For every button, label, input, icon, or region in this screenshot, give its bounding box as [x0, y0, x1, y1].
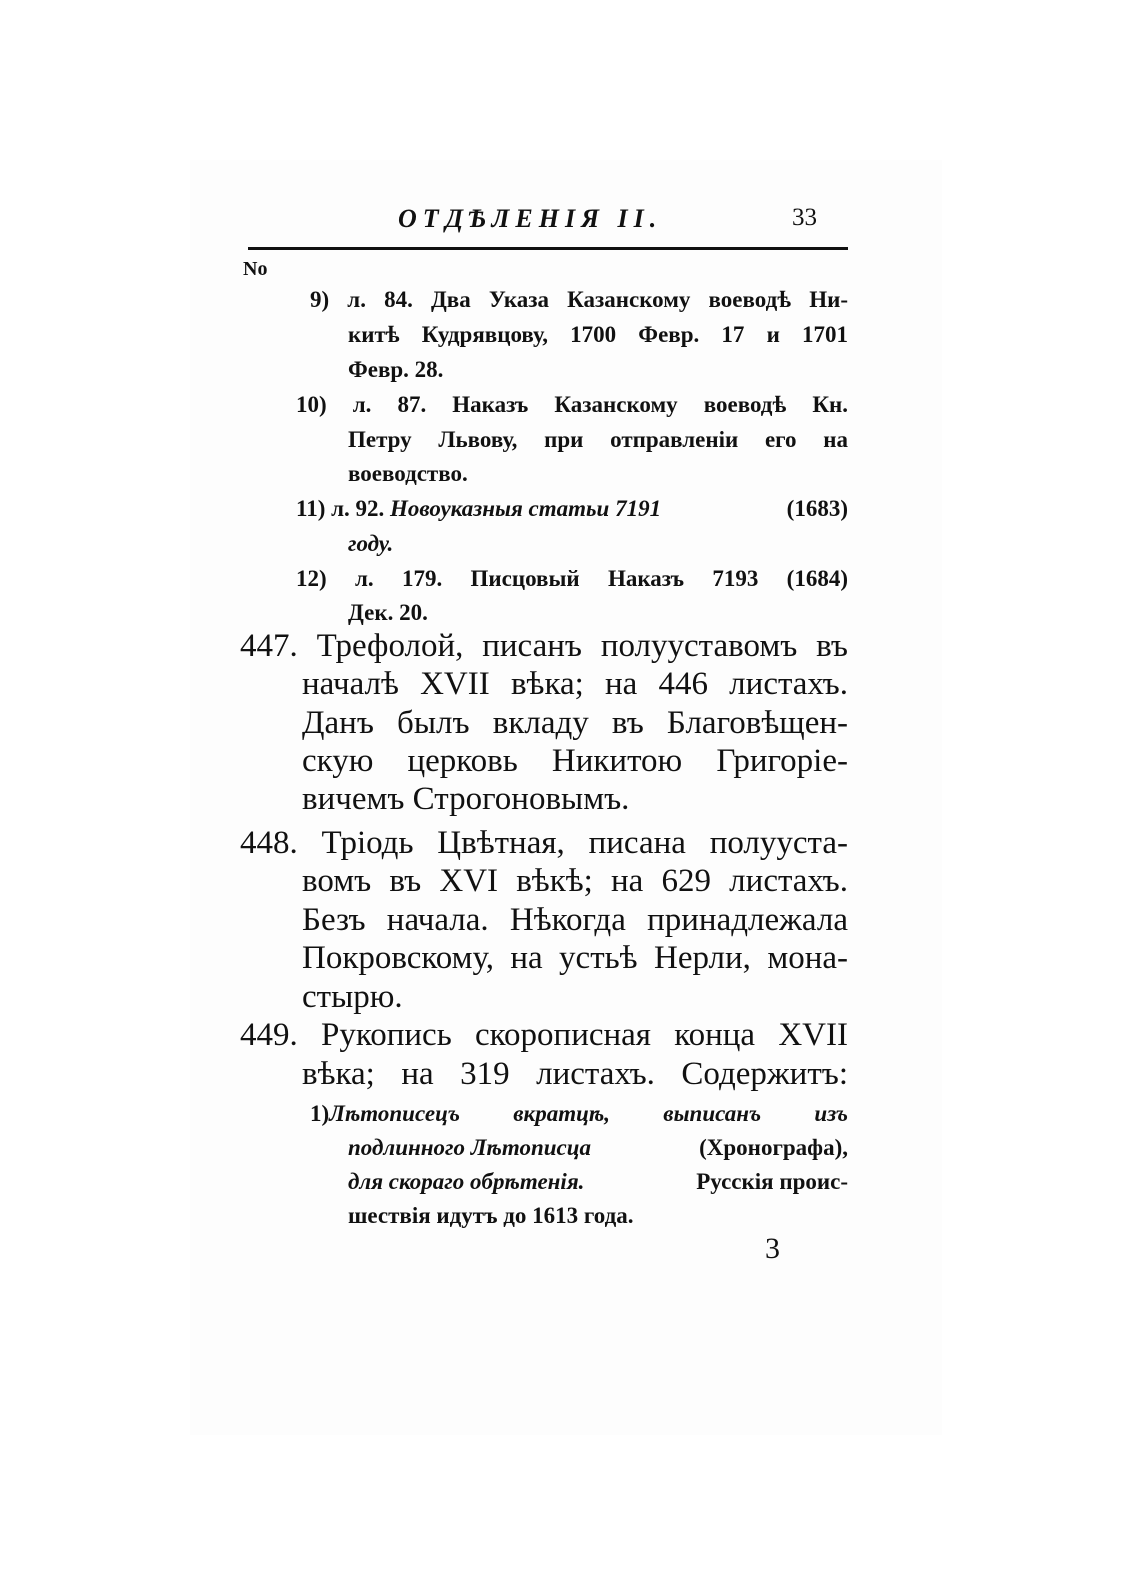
entry-447-line-1: 447. Трефолой, писанъ полууставомъ въ	[240, 628, 848, 664]
entry-447-line-4: скую церковь Никитою Григоріе-	[302, 743, 848, 779]
subentry-9-line-2: китѣ Кудрявцову, 1700 Февр. 17 и 1701	[348, 322, 848, 347]
subentry-11-line-2: году.	[348, 531, 394, 556]
header-rule	[248, 247, 848, 250]
running-head-title: ОТДѢЛЕНІЯ II.	[398, 204, 663, 233]
subentry-449-1-source: подлинного Лѣтописца	[348, 1135, 592, 1160]
subentry-11-line-1	[296, 496, 848, 522]
entry-449-line-1: 449. Рукопись скорописная конца XVII	[240, 1017, 848, 1053]
subentry-11-number: 11) л. 92.	[296, 496, 391, 521]
subentry-449-1-line-3	[348, 1169, 848, 1195]
entry-448-line-3: Безъ начала. Нѣкогда принадлежала	[302, 902, 848, 938]
entry-449-line-2: вѣка; на 319 листахъ. Содержитъ:	[302, 1056, 848, 1092]
subentry-9-line-1: 9) л. 84. Два Указа Казанскому воеводѣ Ни-	[310, 287, 848, 312]
entry-448-line-5: стырю.	[302, 979, 403, 1015]
subentry-10-line-2: Петру Львову, при отправленіи его на	[348, 427, 848, 452]
number-column-mark: No	[243, 258, 268, 280]
subentry-449-1-line-1	[310, 1101, 848, 1127]
entry-447-line-3: Данъ былъ вкладу въ Благовѣщен-	[302, 705, 848, 741]
subentry-449-1-line-2	[348, 1135, 848, 1161]
subentry-11-year: (1683)	[786, 496, 848, 521]
subentry-449-1-purpose: для скораго обрѣтенія.	[348, 1169, 585, 1194]
entry-448-line-2: вомъ въ XVI вѣкѣ; на 629 листахъ.	[302, 863, 848, 899]
subentry-449-1-line-4: шествія идутъ до 1613 года.	[348, 1203, 634, 1228]
subentry-12-line-2: Дек. 20.	[348, 600, 428, 625]
subentry-9-line-3: Февр. 28.	[348, 357, 444, 382]
entry-448-line-4: Покровскому, на устьѣ Нерли, мона-	[302, 940, 848, 976]
entry-448-line-1: 448. Тріодь Цвѣтная, писана полууста-	[240, 825, 848, 861]
signature-mark: 3	[765, 1232, 780, 1265]
subentry-11-title: Новоуказныя статьи 7191	[390, 496, 662, 521]
subentry-10-line-1: 10) л. 87. Наказъ Казанскому воеводѣ Кн.	[296, 392, 848, 417]
subentry-449-1-source-note: (Хронографа),	[699, 1135, 848, 1160]
subentry-12-line-1: 12) л. 179. Писцовый Наказъ 7193 (1684)	[296, 566, 848, 591]
page-number: 33	[792, 204, 817, 231]
entry-447-line-2: началѣ XVII вѣка; на 446 листахъ.	[302, 666, 848, 702]
subentry-10-line-3: воеводство.	[348, 461, 468, 486]
subentry-449-1-title: Лѣтописецъ вкратцѣ, выписанъ изъ	[329, 1101, 848, 1126]
subentry-449-1-content: Русскія проис-	[696, 1169, 848, 1194]
entry-447-line-5: вичемъ Строгоновымъ.	[302, 781, 630, 817]
subentry-449-1-number: 1)	[310, 1101, 330, 1126]
